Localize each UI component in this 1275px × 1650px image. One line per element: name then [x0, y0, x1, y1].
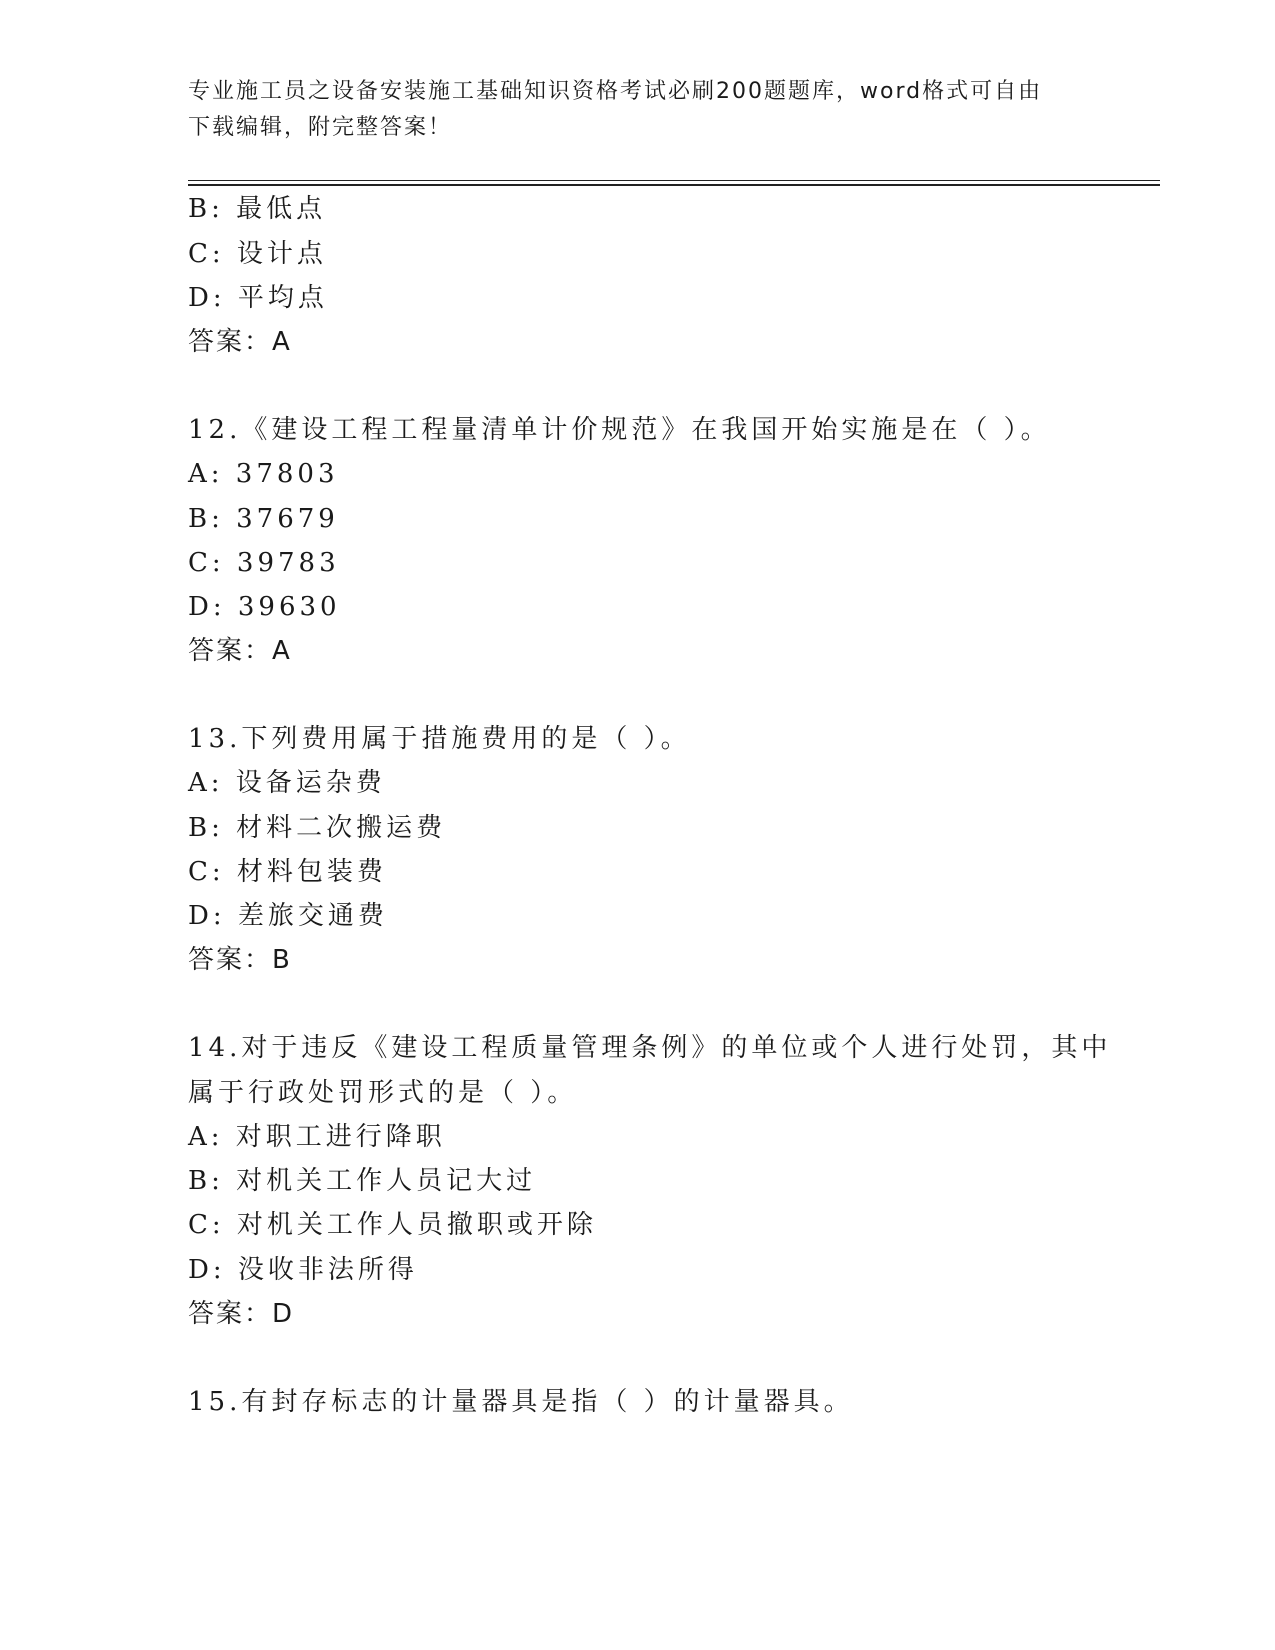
- header-line-2: 下载编辑，附完整答案！: [188, 115, 453, 140]
- q14-option-b: B: 对机关工作人员记大过: [188, 1166, 537, 1196]
- q12-option-a: A: 37803: [188, 459, 339, 489]
- q13-option-c: C: 材料包装费: [188, 857, 387, 887]
- q13-option-d: D: 差旅交通费: [188, 901, 388, 931]
- q12-stem: 12.《建设工程工程量清单计价规范》在我国开始实施是在（ ）。: [188, 415, 1051, 445]
- q12-option-c: C: 39783: [188, 548, 340, 578]
- q13-option-b: B: 材料二次搬运费: [188, 813, 447, 843]
- document-header: [188, 74, 1088, 146]
- q11-option-c: C: 设计点: [188, 239, 327, 269]
- q11-option-b: B: 最低点: [188, 194, 327, 224]
- q14-option-a: A: 对职工进行降职: [188, 1122, 446, 1152]
- q13-stem: 13.下列费用属于措施费用的是（ ）。: [188, 724, 691, 754]
- q12-option-d: D: 39630: [188, 592, 341, 622]
- q11-answer: 答案：A: [188, 327, 292, 357]
- header-line-1: 专业施工员之设备安装施工基础知识资格考试必刷200题题库，word格式可自由: [188, 79, 1043, 104]
- q13-answer: 答案：B: [188, 945, 292, 975]
- q14-option-d: D: 没收非法所得: [188, 1255, 418, 1285]
- header-rule-thick: [188, 184, 1160, 186]
- q12-answer: 答案：A: [188, 636, 292, 666]
- q14-stem-line-1: 14.对于违反《建设工程质量管理条例》的单位或个人进行处罚，其中: [188, 1033, 1112, 1063]
- q14-option-c: C: 对机关工作人员撤职或开除: [188, 1210, 597, 1240]
- header-rule-thin: [188, 180, 1160, 181]
- q13-option-a: A: 设备运杂费: [188, 768, 386, 798]
- q14-answer: 答案：D: [188, 1299, 295, 1329]
- q11-option-d: D: 平均点: [188, 283, 328, 313]
- q15-stem: 15.有封存标志的计量器具是指（ ）的计量器具。: [188, 1387, 854, 1417]
- q14-stem-line-2: 属于行政处罚形式的是（ ）。: [188, 1078, 578, 1108]
- q12-option-b: B: 37679: [188, 504, 339, 534]
